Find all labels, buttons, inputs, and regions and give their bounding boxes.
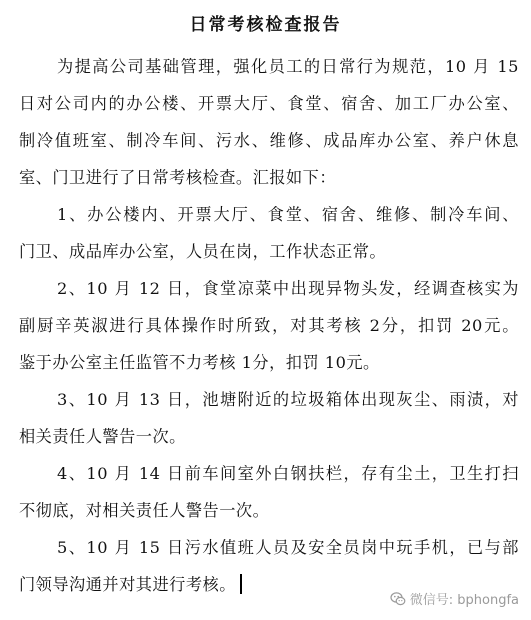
paragraph-line: 3、10 月 13 日，池塘附近的垃圾箱体出现灰尘、雨渍，对: [57, 390, 519, 409]
paragraph-line: 制冷值班室、制冷车间、污水、维修、成品库办公室、养户休息: [19, 131, 519, 150]
paragraph-line: 2、10 月 12 日，食堂凉菜中出现异物头发，经调查核实为: [57, 279, 519, 298]
paragraph-line: 日对公司内的办公楼、开票大厅、食堂、宿舍、加工厂办公室、: [19, 94, 519, 113]
paragraph-line: 相关责任人警告一次。: [19, 427, 186, 446]
paragraph-line: 为提高公司基础管理，强化员工的日常行为规范，10 月 15: [57, 57, 519, 76]
text-cursor: [240, 574, 242, 594]
watermark: [390, 589, 519, 608]
paragraph-line: 1、办公楼内、开票大厅、食堂、宿舍、维修、制冷车间、: [57, 205, 519, 224]
paragraph-line: 门卫、成品库办公室，人员在岗，工作状态正常。: [19, 242, 387, 261]
document-title: 日常考核检查报告: [189, 15, 342, 35]
watermark-text: 微信号: bphongfa: [409, 593, 519, 608]
paragraph-line: 副厨辛英淑进行具体操作时所致，对其考核 2分，扣罚 20元。: [19, 316, 519, 335]
paragraph-line: 5、10 月 15 日污水值班人员及安全员岗中玩手机，已与部: [57, 538, 519, 557]
paragraph-line: 鉴于办公室主任监管不力考核 1分，扣罚 10元。: [19, 353, 380, 372]
paragraph-line: 4、10 月 14 日前车间室外白钢扶栏，存有尘土，卫生打扫: [57, 464, 519, 483]
wechat-icon: [390, 591, 406, 607]
paragraph-line-text: 门领导沟通并对其进行考核。: [19, 575, 236, 594]
paragraph-line: 室、门卫进行了日常考核检查。汇报如下：: [19, 168, 337, 187]
paragraph-line: 不彻底，对相关责任人警告一次。: [19, 501, 270, 520]
